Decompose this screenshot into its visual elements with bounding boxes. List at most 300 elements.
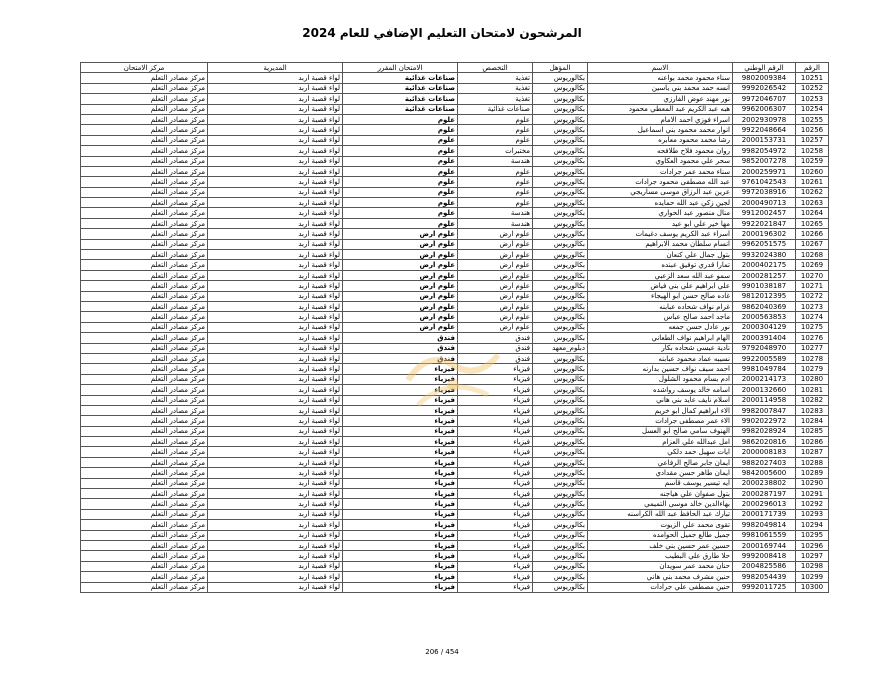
- cell-qualification: بكالوريوس: [533, 426, 588, 436]
- table-row: [81, 187, 829, 197]
- cell-qualification: بكالوريوس: [533, 146, 588, 156]
- cell-exam-center: مركز مصادر التعلم: [81, 499, 208, 509]
- cell-specialization: فيزياء: [458, 530, 533, 540]
- cell-directorate: لواء قصبة اربد: [208, 156, 343, 166]
- cell-directorate: لواء قصبة اربد: [208, 312, 343, 322]
- cell-seq: 10297: [796, 551, 829, 561]
- table-header-row: [81, 63, 829, 73]
- cell-directorate: لواء قصبة اربد: [208, 135, 343, 145]
- cell-national-id: 9922021847: [733, 218, 796, 228]
- table-row: [81, 437, 829, 447]
- table-row: [81, 146, 829, 156]
- cell-national-id: 9972046707: [733, 94, 796, 104]
- cell-qualification: بكالوريوس: [533, 530, 588, 540]
- cell-national-id: 2000171739: [733, 509, 796, 519]
- cell-name: نور مهند عوض الفارزي: [588, 94, 733, 104]
- cell-exam-center: مركز مصادر التعلم: [81, 447, 208, 457]
- cell-exam-center: مركز مصادر التعلم: [81, 520, 208, 530]
- cell-exam-center: مركز مصادر التعلم: [81, 540, 208, 550]
- cell-name: اسراء عبد الكريم يوسف دغيمات: [588, 229, 733, 239]
- cell-qualification: بكالوريوس: [533, 499, 588, 509]
- table-row: [81, 540, 829, 550]
- cell-name: عرين عبد الرزاق موسى مساريجي: [588, 187, 733, 197]
- cell-specialization: علوم: [458, 187, 533, 197]
- cell-national-id: 2000296013: [733, 499, 796, 509]
- cell-directorate: لواء قصبة اربد: [208, 343, 343, 353]
- cell-qualification: بكالوريوس: [533, 166, 588, 176]
- table-row: [81, 94, 829, 104]
- cell-exam: علوم ارض: [343, 322, 458, 332]
- cell-national-id: 9852007278: [733, 156, 796, 166]
- table-row: [81, 520, 829, 530]
- cell-national-id: 9842005600: [733, 468, 796, 478]
- cell-exam: فندق: [343, 333, 458, 343]
- cell-national-id: 2000304129: [733, 322, 796, 332]
- cell-specialization: فيزياء: [458, 582, 533, 592]
- cell-exam: علوم ارض: [343, 229, 458, 239]
- cell-name: هبه عبد الكريم عبد المعطي محمود: [588, 104, 733, 114]
- cell-name: جميل طالع جميل الحوامده: [588, 530, 733, 540]
- cell-specialization: فيزياء: [458, 478, 533, 488]
- cell-national-id: 9912002457: [733, 208, 796, 218]
- cell-name: لجين زكي عبد الله حمايده: [588, 198, 733, 208]
- cell-name: انوار محمد محمود بني اسماعيل: [588, 125, 733, 135]
- cell-national-id: 9792048970: [733, 343, 796, 353]
- cell-exam-center: مركز مصادر التعلم: [81, 457, 208, 467]
- table-row: [81, 166, 829, 176]
- cell-national-id: 9862020816: [733, 437, 796, 447]
- header-qualification: المؤهل: [533, 63, 588, 73]
- cell-seq: 10280: [796, 374, 829, 384]
- cell-exam-center: مركز مصادر التعلم: [81, 364, 208, 374]
- cell-exam: علوم: [343, 125, 458, 135]
- table-row: [81, 208, 829, 218]
- cell-national-id: 9982054972: [733, 146, 796, 156]
- cell-name: سحر علي محمود العكاوي: [588, 156, 733, 166]
- cell-exam-center: مركز مصادر التعلم: [81, 187, 208, 197]
- cell-specialization: علوم ارض: [458, 239, 533, 249]
- cell-name: ايمان طاهر حسن مقدادي: [588, 468, 733, 478]
- cell-national-id: 9901038187: [733, 281, 796, 291]
- cell-specialization: فيزياء: [458, 437, 533, 447]
- cell-national-id: 9972038916: [733, 187, 796, 197]
- cell-qualification: دبلوم_معهد: [533, 343, 588, 353]
- cell-directorate: لواء قصبة اربد: [208, 364, 343, 374]
- cell-exam: فيزياء: [343, 405, 458, 415]
- header-name: الاسم: [588, 63, 733, 73]
- cell-national-id: 9981061559: [733, 530, 796, 540]
- cell-qualification: بكالوريوس: [533, 218, 588, 228]
- table-row: [81, 343, 829, 353]
- cell-exam: علوم: [343, 208, 458, 218]
- cell-national-id: 9982028924: [733, 426, 796, 436]
- cell-specialization: فيزياء: [458, 499, 533, 509]
- cell-exam: علوم: [343, 135, 458, 145]
- cell-directorate: لواء قصبة اربد: [208, 333, 343, 343]
- cell-specialization: فيزياء: [458, 385, 533, 395]
- table-row: [81, 291, 829, 301]
- cell-qualification: بكالوريوس: [533, 457, 588, 467]
- table-row: [81, 374, 829, 384]
- cell-specialization: علوم ارض: [458, 322, 533, 332]
- cell-specialization: علوم ارض: [458, 270, 533, 280]
- cell-specialization: علوم ارض: [458, 291, 533, 301]
- cell-specialization: علوم ارض: [458, 312, 533, 322]
- table-row: [81, 312, 829, 322]
- cell-qualification: بكالوريوس: [533, 73, 588, 83]
- cell-qualification: بكالوريوس: [533, 239, 588, 249]
- cell-national-id: 2000114958: [733, 395, 796, 405]
- table-body: [81, 73, 829, 593]
- cell-national-id: 2000153731: [733, 135, 796, 145]
- cell-name: سناء محمد عمر جرادات: [588, 166, 733, 176]
- cell-seq: 10288: [796, 457, 829, 467]
- table-row: [81, 551, 829, 561]
- cell-national-id: 9981049784: [733, 364, 796, 374]
- table-row: [81, 239, 829, 249]
- cell-specialization: فيزياء: [458, 364, 533, 374]
- cell-exam: فيزياء: [343, 385, 458, 395]
- table-row: [81, 333, 829, 343]
- cell-directorate: لواء قصبة اربد: [208, 551, 343, 561]
- cell-national-id: 9802009384: [733, 73, 796, 83]
- cell-name: ادم بسام محمود الشلول: [588, 374, 733, 384]
- cell-qualification: بكالوريوس: [533, 198, 588, 208]
- cell-qualification: بكالوريوس: [533, 509, 588, 519]
- cell-seq: 10263: [796, 198, 829, 208]
- cell-qualification: بكالوريوس: [533, 229, 588, 239]
- cell-exam: فيزياء: [343, 582, 458, 592]
- cell-qualification: بكالوريوس: [533, 572, 588, 582]
- cell-directorate: لواء قصبة اربد: [208, 437, 343, 447]
- cell-national-id: 9922005589: [733, 353, 796, 363]
- cell-name: تقوى محمد علي الزيوت: [588, 520, 733, 530]
- page-title: المرشحون لامتحان التعليم الإضافي للعام 2024: [302, 26, 582, 40]
- cell-name: سناء محمود محمد بواعنه: [588, 73, 733, 83]
- cell-exam: صناعات غذائية: [343, 104, 458, 114]
- cell-directorate: لواء قصبة اربد: [208, 426, 343, 436]
- cell-qualification: بكالوريوس: [533, 187, 588, 197]
- cell-name: بهاءالدين خالد موسى التميمي: [588, 499, 733, 509]
- cell-name: غرام نواف شحاده عبابنه: [588, 301, 733, 311]
- cell-exam: علوم: [343, 166, 458, 176]
- cell-seq: 10274: [796, 312, 829, 322]
- cell-qualification: بكالوريوس: [533, 416, 588, 426]
- cell-directorate: لواء قصبة اربد: [208, 499, 343, 509]
- cell-seq: 10267: [796, 239, 829, 249]
- cell-qualification: بكالوريوس: [533, 353, 588, 363]
- cell-qualification: بكالوريوس: [533, 250, 588, 260]
- cell-specialization: فيزياء: [458, 416, 533, 426]
- cell-exam: فيزياء: [343, 374, 458, 384]
- cell-qualification: بكالوريوس: [533, 405, 588, 415]
- table-row: [81, 250, 829, 260]
- cell-specialization: هندسة: [458, 156, 533, 166]
- cell-seq: 10272: [796, 291, 829, 301]
- cell-exam: فيزياء: [343, 509, 458, 519]
- cell-specialization: فيزياء: [458, 405, 533, 415]
- cell-national-id: 9922048664: [733, 125, 796, 135]
- cell-exam: فيزياء: [343, 489, 458, 499]
- cell-seq: 10296: [796, 540, 829, 550]
- cell-exam: علوم ارض: [343, 281, 458, 291]
- cell-directorate: لواء قصبة اربد: [208, 520, 343, 530]
- cell-exam-center: مركز مصادر التعلم: [81, 416, 208, 426]
- cell-qualification: بكالوريوس: [533, 291, 588, 301]
- cell-name: حنين مصطفى علي جرادات: [588, 582, 733, 592]
- cell-directorate: لواء قصبة اربد: [208, 374, 343, 384]
- cell-specialization: علوم ارض: [458, 250, 533, 260]
- cell-specialization: علوم: [458, 114, 533, 124]
- cell-exam: فيزياء: [343, 540, 458, 550]
- cell-seq: 10275: [796, 322, 829, 332]
- table-row: [81, 426, 829, 436]
- cell-exam-center: مركز مصادر التعلم: [81, 166, 208, 176]
- cell-exam-center: مركز مصادر التعلم: [81, 135, 208, 145]
- cell-directorate: لواء قصبة اربد: [208, 239, 343, 249]
- cell-exam-center: مركز مصادر التعلم: [81, 301, 208, 311]
- cell-directorate: لواء قصبة اربد: [208, 250, 343, 260]
- cell-exam-center: مركز مصادر التعلم: [81, 260, 208, 270]
- cell-national-id: 9812012395: [733, 291, 796, 301]
- cell-directorate: لواء قصبة اربد: [208, 187, 343, 197]
- cell-specialization: صناعات غذائية: [458, 104, 533, 114]
- cell-specialization: علوم ارض: [458, 260, 533, 270]
- cell-qualification: بكالوريوس: [533, 582, 588, 592]
- cell-exam-center: مركز مصادر التعلم: [81, 405, 208, 415]
- cell-exam-center: مركز مصادر التعلم: [81, 374, 208, 384]
- cell-national-id: 2000281257: [733, 270, 796, 280]
- cell-national-id: 9992008418: [733, 551, 796, 561]
- header-specialization: التخصص: [458, 63, 533, 73]
- cell-directorate: لواء قصبة اربد: [208, 125, 343, 135]
- cell-name: نور عادل حسن جمعه: [588, 322, 733, 332]
- cell-national-id: 9862040369: [733, 301, 796, 311]
- cell-exam-center: مركز مصادر التعلم: [81, 229, 208, 239]
- cell-exam: علوم: [343, 187, 458, 197]
- cell-seq: 10299: [796, 572, 829, 582]
- cell-seq: 10271: [796, 281, 829, 291]
- cell-specialization: علوم: [458, 177, 533, 187]
- cell-national-id: 9992011725: [733, 582, 796, 592]
- cell-directorate: لواء قصبة اربد: [208, 166, 343, 176]
- table-row: [81, 395, 829, 405]
- cell-seq: 10269: [796, 260, 829, 270]
- table-row: [81, 198, 829, 208]
- table-row: [81, 229, 829, 239]
- cell-name: رشا محمد محمود معابره: [588, 135, 733, 145]
- cell-directorate: لواء قصبة اربد: [208, 229, 343, 239]
- table-row: [81, 104, 829, 114]
- cell-specialization: فيزياء: [458, 561, 533, 571]
- cell-seq: 10289: [796, 468, 829, 478]
- cell-exam-center: مركز مصادر التعلم: [81, 572, 208, 582]
- cell-name: نادية عيسى شحاده بكار: [588, 343, 733, 353]
- cell-exam: علوم ارض: [343, 312, 458, 322]
- cell-qualification: بكالوريوس: [533, 561, 588, 571]
- cell-seq: 10251: [796, 73, 829, 83]
- cell-name: امل عبدالله علي العزام: [588, 437, 733, 447]
- cell-exam: علوم ارض: [343, 301, 458, 311]
- cell-national-id: 9992026542: [733, 83, 796, 93]
- cell-seq: 10277: [796, 343, 829, 353]
- cell-name: الهام ابراهيم نواف الطعاني: [588, 333, 733, 343]
- page-number: 206 / 454: [425, 648, 459, 656]
- cell-directorate: لواء قصبة اربد: [208, 540, 343, 550]
- cell-qualification: بكالوريوس: [533, 395, 588, 405]
- header-national-id: الرقم الوطني: [733, 63, 796, 73]
- cell-name: ماجد احمد صالح عباس: [588, 312, 733, 322]
- cell-specialization: فيزياء: [458, 426, 533, 436]
- cell-specialization: فيزياء: [458, 540, 533, 550]
- cell-seq: 10273: [796, 301, 829, 311]
- cell-directorate: لواء قصبة اربد: [208, 530, 343, 540]
- table-row: [81, 301, 829, 311]
- cell-name: روان محمود فلاح طلافحه: [588, 146, 733, 156]
- cell-national-id: 2000563853: [733, 312, 796, 322]
- cell-exam-center: مركز مصادر التعلم: [81, 468, 208, 478]
- cell-qualification: بكالوريوس: [533, 447, 588, 457]
- cell-qualification: بكالوريوس: [533, 281, 588, 291]
- cell-national-id: 2000169744: [733, 540, 796, 550]
- cell-directorate: لواء قصبة اربد: [208, 353, 343, 363]
- cell-specialization: فندق: [458, 343, 533, 353]
- cell-exam-center: مركز مصادر التعلم: [81, 239, 208, 249]
- table-row: [81, 322, 829, 332]
- cell-exam: فيزياء: [343, 561, 458, 571]
- cell-seq: 10266: [796, 229, 829, 239]
- cell-national-id: 9761042543: [733, 177, 796, 187]
- cell-exam: علوم ارض: [343, 239, 458, 249]
- cell-specialization: فيزياء: [458, 551, 533, 561]
- cell-qualification: بكالوريوس: [533, 322, 588, 332]
- cell-national-id: 2000402175: [733, 260, 796, 270]
- cell-exam-center: مركز مصادر التعلم: [81, 291, 208, 301]
- cell-qualification: بكالوريوس: [533, 135, 588, 145]
- cell-qualification: بكالوريوس: [533, 437, 588, 447]
- cell-directorate: لواء قصبة اربد: [208, 405, 343, 415]
- cell-exam-center: مركز مصادر التعلم: [81, 83, 208, 93]
- cell-directorate: لواء قصبة اربد: [208, 291, 343, 301]
- table-row: [81, 561, 829, 571]
- cell-seq: 10265: [796, 218, 829, 228]
- cell-exam-center: مركز مصادر التعلم: [81, 489, 208, 499]
- cell-national-id: 2000287197: [733, 489, 796, 499]
- cell-name: ايه تيسير يوسف قاسم: [588, 478, 733, 488]
- table-row: [81, 405, 829, 415]
- table-row: [81, 478, 829, 488]
- cell-exam-center: مركز مصادر التعلم: [81, 281, 208, 291]
- cell-seq: 10286: [796, 437, 829, 447]
- cell-exam-center: مركز مصادر التعلم: [81, 208, 208, 218]
- cell-name: اسلام نايف عايد بني هاني: [588, 395, 733, 405]
- cell-exam-center: مركز مصادر التعلم: [81, 343, 208, 353]
- cell-directorate: لواء قصبة اربد: [208, 94, 343, 104]
- cell-national-id: 9982049814: [733, 520, 796, 530]
- cell-name: الاء ابراهيم كمال ابو خريم: [588, 405, 733, 415]
- cell-directorate: لواء قصبة اربد: [208, 509, 343, 519]
- table-row: [81, 270, 829, 280]
- cell-national-id: 9902022972: [733, 416, 796, 426]
- cell-name: بتول صفوان علي هياجنه: [588, 489, 733, 499]
- cell-directorate: لواء قصبة اربد: [208, 489, 343, 499]
- cell-exam: صناعات غذائية: [343, 94, 458, 104]
- cell-specialization: علوم: [458, 135, 533, 145]
- cell-exam: فيزياء: [343, 520, 458, 530]
- cell-specialization: علوم ارض: [458, 301, 533, 311]
- cell-seq: 10291: [796, 489, 829, 499]
- cell-national-id: 9962051575: [733, 239, 796, 249]
- cell-name: منال منصور عبد الحواري: [588, 208, 733, 218]
- cell-seq: 10257: [796, 135, 829, 145]
- cell-specialization: هندسة: [458, 218, 533, 228]
- cell-qualification: بكالوريوس: [533, 270, 588, 280]
- cell-seq: 10294: [796, 520, 829, 530]
- cell-seq: 10285: [796, 426, 829, 436]
- header-seq: الرقم: [796, 63, 829, 73]
- cell-specialization: علوم: [458, 166, 533, 176]
- cell-qualification: بكالوريوس: [533, 125, 588, 135]
- cell-specialization: فيزياء: [458, 489, 533, 499]
- cell-exam: فيزياء: [343, 395, 458, 405]
- table-row: [81, 364, 829, 374]
- cell-specialization: فيزياء: [458, 374, 533, 384]
- cell-national-id: 2000238802: [733, 478, 796, 488]
- cell-name: نسيبه عماد محمود عبابنه: [588, 353, 733, 363]
- cell-name: انسام سلطان محمد الابراهيم: [588, 239, 733, 249]
- cell-national-id: 2000196302: [733, 229, 796, 239]
- cell-directorate: لواء قصبة اربد: [208, 385, 343, 395]
- cell-national-id: 2002930978: [733, 114, 796, 124]
- cell-exam: فيزياء: [343, 478, 458, 488]
- cell-specialization: تغذية: [458, 94, 533, 104]
- cell-qualification: بكالوريوس: [533, 520, 588, 530]
- cell-directorate: لواء قصبة اربد: [208, 198, 343, 208]
- table-row: [81, 509, 829, 519]
- cell-specialization: فيزياء: [458, 572, 533, 582]
- cell-exam-center: مركز مصادر التعلم: [81, 333, 208, 343]
- table-row: [81, 135, 829, 145]
- cell-name: انسه حمد محمد بني ياسين: [588, 83, 733, 93]
- cell-name: سمو عبد الله سعد الزعبي: [588, 270, 733, 280]
- cell-exam: علوم: [343, 146, 458, 156]
- cell-directorate: لواء قصبة اربد: [208, 416, 343, 426]
- cell-directorate: لواء قصبة اربد: [208, 447, 343, 457]
- cell-exam: علوم ارض: [343, 260, 458, 270]
- cell-qualification: بكالوريوس: [533, 208, 588, 218]
- cell-qualification: بكالوريوس: [533, 333, 588, 343]
- header-exam-center: مركز الامتحان: [81, 63, 208, 73]
- table-row: [81, 114, 829, 124]
- cell-exam-center: مركز مصادر التعلم: [81, 426, 208, 436]
- cell-seq: 10293: [796, 509, 829, 519]
- table-row: [81, 572, 829, 582]
- cell-name: حسين عمر حسين بني خلف: [588, 540, 733, 550]
- cell-qualification: بكالوريوس: [533, 364, 588, 374]
- cell-exam: فيزياء: [343, 530, 458, 540]
- cell-name: الاء عمر مصطفى جرادات: [588, 416, 733, 426]
- cell-specialization: فيزياء: [458, 395, 533, 405]
- cell-seq: 10284: [796, 416, 829, 426]
- cell-national-id: 2004825586: [733, 561, 796, 571]
- cell-exam-center: مركز مصادر التعلم: [81, 530, 208, 540]
- cell-national-id: 2000132660: [733, 385, 796, 395]
- cell-exam-center: مركز مصادر التعلم: [81, 395, 208, 405]
- header-directorate: المديرية: [208, 63, 343, 73]
- cell-exam: فيزياء: [343, 364, 458, 374]
- cell-seq: 10264: [796, 208, 829, 218]
- cell-seq: 10281: [796, 385, 829, 395]
